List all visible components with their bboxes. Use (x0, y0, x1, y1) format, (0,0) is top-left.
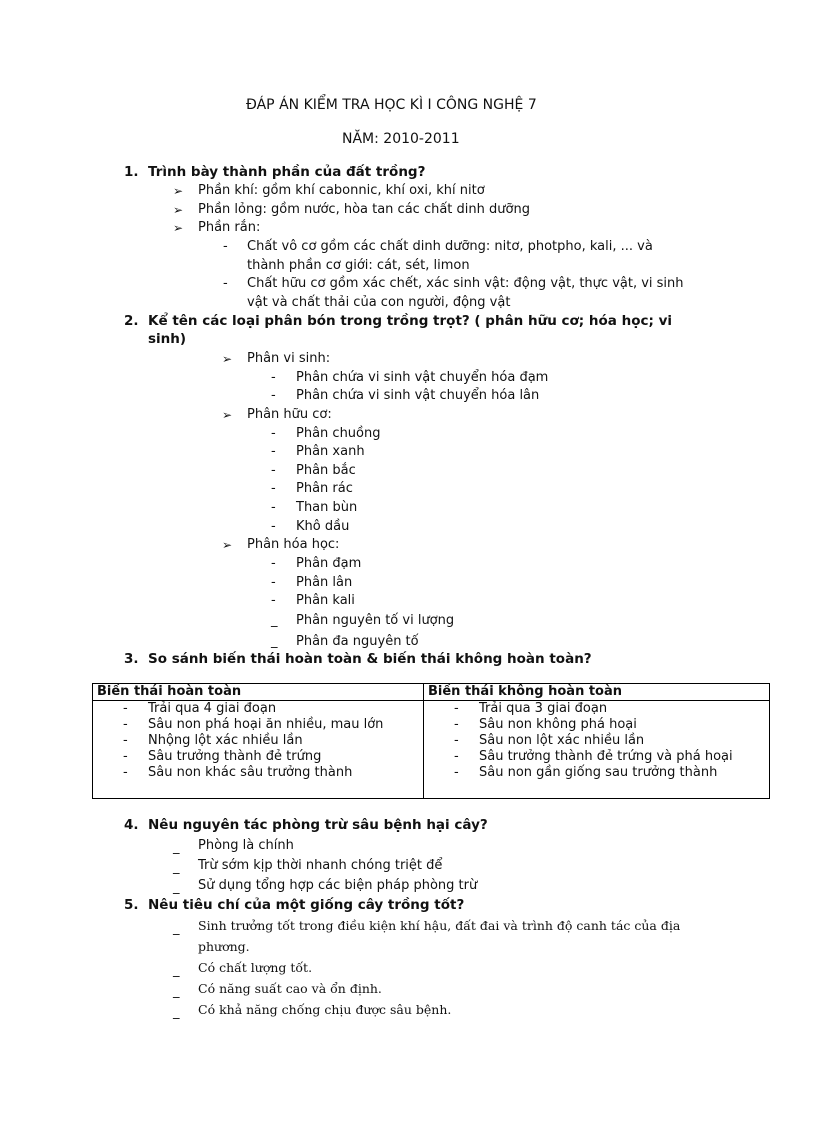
arrow-bullet: ➢ (173, 184, 184, 198)
q1-sub-item-cont: vật và chất thải của con người, động vật (247, 295, 511, 310)
q2-item: Phân đạm (296, 556, 362, 571)
q2-heading: Kể tên các loại phân bón trong trồng trọt? ( phân hữu cơ; hóa học; vi (148, 313, 673, 329)
q1-sub-item-cont: thành phần cơ giới: cát, sét, limon (247, 258, 470, 273)
q2-item: Than bùn (296, 500, 358, 515)
table-item: Sâu trưởng thành đẻ trứng (148, 749, 322, 764)
q2-item: Phân bắc (296, 463, 356, 478)
q2-item: Phân chứa vi sinh vật chuyển hóa đạm (296, 370, 549, 385)
q2-item: Khô dầu (296, 519, 350, 534)
table-item: Sâu non gần giống sau trưởng thành (479, 765, 718, 780)
q2-group-label: Phân vi sinh: (247, 351, 331, 366)
q3-number: 3. (124, 651, 139, 667)
dash-bullet: - (223, 276, 228, 291)
q2-item: Phân xanh (296, 444, 365, 459)
q2-item: Phân chuồng (296, 426, 381, 441)
q1-item: Phần lỏng: gồm nước, hòa tan các chất dinh dưỡng (198, 202, 530, 217)
underscore-bullet: _ (173, 880, 180, 895)
dash-bullet: - (271, 388, 276, 403)
table-header: Biến thái hoàn toàn (93, 684, 424, 701)
q3-heading: So sánh biến thái hoàn toàn & biến thái không hoàn toàn? (148, 651, 592, 667)
arrow-bullet: ➢ (222, 352, 233, 366)
arrow-bullet: ➢ (173, 203, 184, 217)
q2-heading-cont: sinh) (148, 331, 187, 347)
dash-bullet: - (271, 519, 276, 534)
table-item: Trải qua 4 giai đoạn (148, 701, 277, 716)
table-item: Sâu non phá hoại ăn nhiều, mau lớn (148, 717, 384, 732)
q2-group-label: Phân hóa học: (247, 537, 340, 552)
arrow-bullet: ➢ (222, 408, 233, 422)
dash-bullet: - (271, 463, 276, 478)
dash-bullet: - (271, 370, 276, 385)
q2-number: 2. (124, 313, 139, 329)
table-item: Sâu trưởng thành đẻ trứng và phá hoại (479, 749, 733, 764)
q4-number: 4. (124, 817, 139, 833)
underscore-bullet: _ (173, 984, 180, 999)
document-title: ĐÁP ÁN KIỂM TRA HỌC KÌ I CÔNG NGHỆ 7 (246, 97, 537, 113)
arrow-bullet: ➢ (173, 221, 184, 235)
underscore-bullet: _ (173, 921, 180, 936)
q4-heading: Nêu nguyên tác phòng trừ sâu bệnh hại cây? (148, 817, 488, 833)
q5-item: Có năng suất cao và ổn định. (198, 981, 382, 996)
q5-item: Sinh trưởng tốt trong điều kiện khí hậu, đất đai và trình độ canh tác của địa (198, 918, 681, 933)
q5-item: Có khả năng chống chịu được sâu bệnh. (198, 1002, 452, 1017)
q4-item: Trừ sớm kịp thời nhanh chóng triệt để (198, 858, 443, 873)
table-item: Nhộng lột xác nhiều lần (148, 733, 303, 748)
q1-item: Phần khí: gồm khí cabonnic, khí oxi, khí nitơ (198, 183, 485, 198)
underscore-bullet: _ (271, 634, 278, 649)
q5-item: Có chất lượng tốt. (198, 960, 313, 975)
dash-bullet: - (271, 426, 276, 441)
table-item: Trải qua 3 giai đoạn (479, 701, 608, 716)
dash-bullet: - (271, 444, 276, 459)
dash-bullet: - (271, 500, 276, 515)
q2-item: Phân nguyên tố vi lượng (296, 613, 455, 628)
dash-bullet: - (271, 593, 276, 608)
table-header: Biến thái không hoàn toàn (424, 684, 770, 701)
q1-number: 1. (124, 164, 139, 180)
table-item: Sâu non khác sâu trưởng thành (148, 765, 353, 780)
table-item: Sâu non lột xác nhiều lần (479, 733, 645, 748)
dash-bullet: - (223, 239, 228, 254)
dash-bullet: - (271, 575, 276, 590)
document-year: NĂM: 2010-2011 (342, 131, 460, 147)
table-item: Sâu non không phá hoại (479, 717, 637, 732)
q2-item: Phân kali (296, 593, 355, 608)
q2-item: Phân rác (296, 481, 353, 496)
q5-item-cont: phương. (198, 939, 250, 954)
underscore-bullet: _ (173, 840, 180, 855)
q4-item: Sử dụng tổng hợp các biện pháp phòng trừ (198, 878, 478, 893)
q2-item: Phân đa nguyên tố (296, 634, 419, 649)
arrow-bullet: ➢ (222, 538, 233, 552)
dash-bullet: - (271, 556, 276, 571)
table-cell-complete: - Trải qua 4 giai đoạn - Sâu non phá hoại ăn nhiều, mau lớn - Nhộng lột xác nhiều lần - Sâu trưởng thành đẻ trứng - Sâu non khác sâu trưởng thành (93, 701, 424, 799)
q2-item: Phân chứa vi sinh vật chuyển hóa lân (296, 388, 540, 403)
q5-heading: Nêu tiêu chí của một giống cây trồng tốt? (148, 897, 465, 913)
underscore-bullet: _ (173, 963, 180, 978)
underscore-bullet: _ (173, 1005, 180, 1020)
q1-heading: Trình bày thành phần của đất trồng? (148, 164, 426, 180)
q1-sub-item: Chất vô cơ gồm các chất dinh dưỡng: nitơ, photpho, kali, ... và (247, 239, 653, 254)
underscore-bullet: _ (271, 613, 278, 628)
q1-item: Phần rắn: (198, 220, 261, 235)
table-cell-incomplete: - Trải qua 3 giai đoạn - Sâu non không phá hoại - Sâu non lột xác nhiều lần - Sâu trưởng thành đẻ trứng và phá hoại - Sâu non gần giống sau trưởng thành (424, 701, 770, 799)
q2-item: Phân lân (296, 575, 353, 590)
dash-bullet: - (271, 481, 276, 496)
underscore-bullet: _ (173, 860, 180, 875)
comparison-table (92, 683, 770, 799)
q1-sub-item: Chất hữu cơ gồm xác chết, xác sinh vật: động vật, thực vật, vi sinh (247, 276, 684, 291)
q2-group-label: Phân hữu cơ: (247, 407, 332, 422)
q4-item: Phòng là chính (198, 838, 294, 853)
q5-number: 5. (124, 897, 139, 913)
